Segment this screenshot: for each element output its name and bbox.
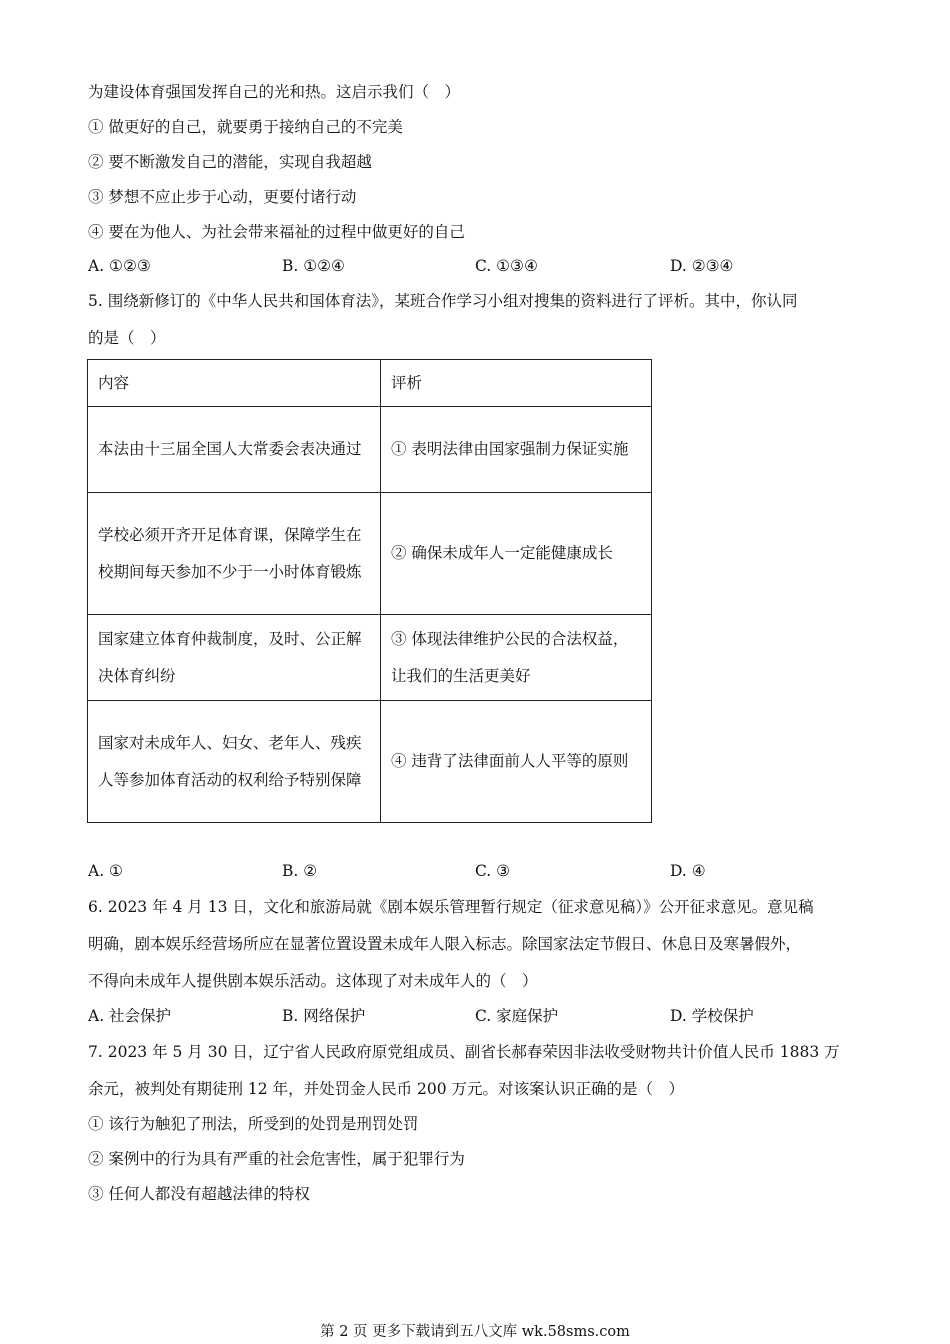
table-row [88, 701, 652, 823]
table-cell-content: 学校必须开齐开足体育课，保障学生在校期间每天参加不少于一小时体育锻炼 [88, 493, 381, 615]
q5-option-b[interactable]: B. ② [282, 862, 318, 880]
q5-stem-line-2: 的是（ ） [88, 329, 166, 347]
table-row [88, 615, 652, 701]
q4-option-c[interactable]: C. ①③④ [475, 257, 538, 275]
q7-statement-1: ① 该行为触犯了刑法，所受到的处罚是刑罚处罚 [88, 1115, 419, 1133]
table-header-row [88, 360, 652, 407]
q6-stem-line-2: 明确，剧本娱乐经营场所应在显著位置设置未成年人限入标志。除国家法定节假日、休息日及寒暑假外， [88, 935, 802, 953]
q5-option-d[interactable]: D. ④ [670, 862, 706, 880]
q4-option-d[interactable]: D. ②③④ [670, 257, 734, 275]
q6-stem-line-1: 6. 2023 年 4 月 13 日，文化和旅游局就《剧本娱乐管理暂行规定（征求意见稿）》公开征求意见。意见稿 [88, 898, 814, 916]
table-header-analysis: 评析 [381, 360, 652, 407]
q4-stem-tail: 为建设体育强国发挥自己的光和热。这启示我们（ ） [88, 83, 461, 101]
table-cell-analysis: ④ 违背了法律面前人人平等的原则 [381, 701, 652, 823]
q7-stem-line-2: 余元，被判处有期徒刑 12 年，并处罚金人民币 200 万元。对该案认识正确的是（ ） [88, 1080, 685, 1098]
q7-statement-3: ③ 任何人都没有超越法律的特权 [88, 1185, 310, 1203]
page-footer: 第 2 页 更多下载请到五八文库 wk.58sms.com [320, 1324, 630, 1340]
q6-option-a[interactable]: A. 社会保护 [88, 1007, 172, 1025]
table-cell-content: 国家对未成年人、妇女、老年人、残疾人等参加体育活动的权利给予特别保障 [88, 701, 381, 823]
q4-option-a[interactable]: A. ①②③ [88, 257, 151, 275]
table-cell-analysis: ③ 体现法律维护公民的合法权益，让我们的生活更美好 [381, 615, 652, 701]
table-cell-analysis: ① 表明法律由国家强制力保证实施 [381, 407, 652, 493]
table-cell-analysis: ② 确保未成年人一定能健康成长 [381, 493, 652, 615]
q6-option-d[interactable]: D. 学校保护 [670, 1007, 754, 1025]
q4-statement-2: ② 要不断激发自己的潜能，实现自我超越 [88, 153, 372, 171]
q6-stem-line-3: 不得向未成年人提供剧本娱乐活动。这体现了对未成年人的（ ） [88, 972, 538, 990]
q4-statement-4: ④ 要在为他人、为社会带来福祉的过程中做更好的自己 [88, 223, 465, 241]
q5-table [87, 359, 652, 823]
table-row [88, 407, 652, 493]
q7-stem-line-1: 7. 2023 年 5 月 30 日，辽宁省人民政府原党组成员、副省长郝春荣因非法收受财物共计价值人民币 1883 万 [88, 1043, 840, 1061]
q5-stem-line-1: 5. 围绕新修订的《中华人民共和国体育法》，某班合作学习小组对搜集的资料进行了评析。其中，你认同 [88, 292, 798, 310]
q4-statement-3: ③ 梦想不应止步于心动，更要付诸行动 [88, 188, 357, 206]
table-row [88, 493, 652, 615]
q6-option-b[interactable]: B. 网络保护 [282, 1007, 366, 1025]
table-cell-content: 国家建立体育仲裁制度，及时、公正解决体育纠纷 [88, 615, 381, 701]
q6-option-c[interactable]: C. 家庭保护 [475, 1007, 559, 1025]
q4-option-b[interactable]: B. ①②④ [282, 257, 345, 275]
q5-option-c[interactable]: C. ③ [475, 862, 511, 880]
table-header-content: 内容 [88, 360, 381, 407]
q4-statement-1: ① 做更好的自己，就要勇于接纳自己的不完美 [88, 118, 403, 136]
table-cell-content: 本法由十三届全国人大常委会表决通过 [88, 407, 381, 493]
q5-option-a[interactable]: A. ① [88, 862, 123, 880]
q7-statement-2: ② 案例中的行为具有严重的社会危害性，属于犯罪行为 [88, 1150, 465, 1168]
